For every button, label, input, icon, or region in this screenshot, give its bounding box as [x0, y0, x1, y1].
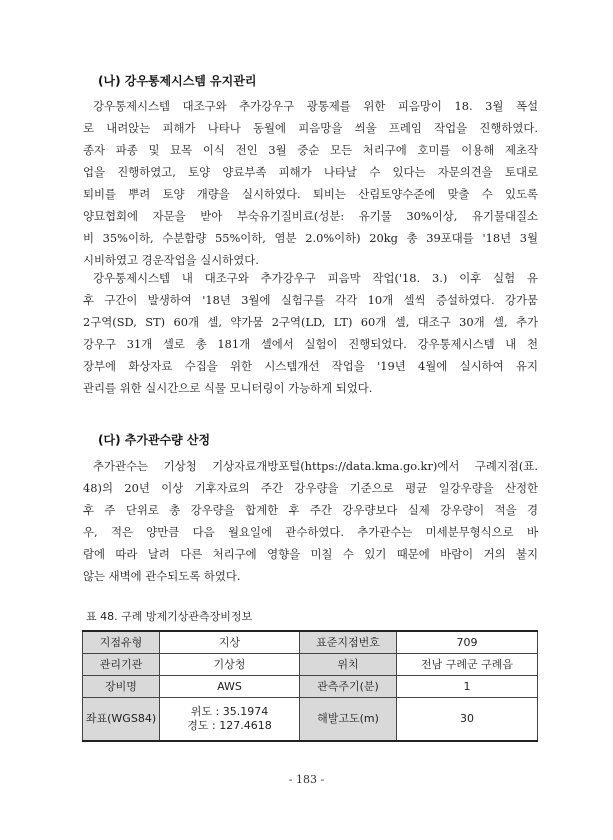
text-line: 양묘협회에 자문을 받아 부숙유기질비료(성분: 유기물 30%이상, 유기물대질소 — [83, 209, 538, 223]
text-line: 비 35%이하, 수분함량 55%이하, 염분 2.0%이하) 20kg 총 39포대를 '18년 3월 — [83, 231, 538, 245]
text-line: 강우구 31개 셀로 총 181개 셀에서 실험이 진행되었다. 강우통제시스템 내 천 — [83, 337, 538, 351]
cell-value: 지상 — [160, 631, 300, 654]
weather-station-table — [82, 630, 538, 742]
cell-value: 709 — [397, 631, 538, 654]
text-line: 종자 파종 및 묘목 이식 전인 3월 중순 모든 처리구에 호미를 이용해 제초작 — [83, 143, 538, 157]
text-line: 업을 진행하였고, 토양 양료부족 피해가 나타날 수 있다는 자문의견을 토대로 — [83, 165, 538, 179]
text-line: 추가관수는 기상청 기상자료개방포털(https://data.kma.go.kr)에서 구례지점(표. — [93, 459, 538, 473]
paragraph-irrigation — [83, 455, 538, 587]
cell-label: 표준지점번호 — [300, 631, 397, 654]
text-line: 2구역(SD, ST) 60개 셀, 약가뭄 2구역(LD, LT) 60개 셀, 대조구 30개 셀, 추가 — [83, 315, 538, 329]
cell-label: 관측주기(분) — [300, 676, 397, 698]
cell-label: 해발고도(m) — [300, 698, 397, 742]
cell-value: 1 — [397, 676, 538, 698]
text-line: 48)의 20년 이상 기후자료의 주간 강우량을 기준으로 평균 일강우량을 산정한 — [83, 481, 538, 495]
text-line: 관리를 위한 실시간으로 식물 모니터링이 가능하게 되었다. — [83, 381, 373, 395]
text-line: 후 구간이 발생하여 '18년 3월에 실험구를 각각 10개 셀씩 증설하였다. 강가뭄 — [83, 293, 538, 307]
text-line: 강우통제시스템 대조구와 추가강우구 광통제를 위한 피음망이 18. 3월 폭설 — [93, 99, 538, 113]
cell-value: AWS — [160, 676, 300, 698]
paragraph-plot-expansion — [83, 267, 538, 399]
table-row — [83, 676, 538, 698]
table-row — [83, 631, 538, 654]
table-row — [83, 654, 538, 676]
cell-label: 위치 — [300, 654, 397, 676]
latitude-value: 위도 : 35.1974 — [190, 705, 269, 718]
cell-value: 전남 구례군 구례읍 — [397, 654, 538, 676]
cell-coordinates — [160, 698, 300, 742]
text-line: 우, 적은 양만큼 다음 월요일에 관수하였다. 추가관수는 미세분무형식으로 바 — [83, 525, 538, 539]
text-line: 퇴비를 뿌려 토양 개량을 실시하였다. 퇴비는 산림토양수준에 맞출 수 있도록 — [83, 187, 538, 201]
page-number: - 183 - — [288, 773, 325, 786]
text-line: 로 내려앉는 피해가 나타나 동월에 피음망을 씌울 프레임 작업을 진행하였다. — [83, 121, 538, 135]
text-line: 않는 새벽에 관수되도록 하였다. — [83, 569, 241, 583]
text-line: 장부에 화상자료 수집을 위한 시스템개선 작업을 '19년 4월에 실시하여 유지 — [83, 359, 538, 373]
cell-label: 장비명 — [83, 676, 160, 698]
cell-value: 기상청 — [160, 654, 300, 676]
longitude-value: 경도 : 127.4618 — [187, 719, 272, 732]
table-row-coordinates — [83, 698, 538, 742]
table-caption: 표 48. 구례 방제기상관측장비정보 — [86, 610, 253, 623]
section-heading-na: (나) 강우통제시스템 유지관리 — [98, 74, 257, 88]
cell-label: 좌표(WGS84) — [83, 698, 160, 742]
text-line: 강우통제시스템 내 대조구와 추가강우구 피음막 작업('18. 3.) 이후 실험 유 — [93, 271, 538, 285]
paragraph-system-maintenance — [83, 95, 538, 271]
text-line: 시비하였고 경운작업을 실시하였다. — [83, 253, 259, 267]
cell-label: 지점유형 — [83, 631, 160, 654]
cell-value: 30 — [397, 698, 538, 742]
text-line: 람에 따라 날려 다른 처리구에 영향을 미칠 수 있기 때문에 바람이 거의 불지 — [83, 547, 538, 561]
text-line: 후 주 단위로 총 강우량을 합계한 후 주간 강우량보다 실제 강우량이 적을 경 — [83, 503, 538, 517]
cell-label: 관리기관 — [83, 654, 160, 676]
section-heading-da: (다) 추가관수량 산정 — [98, 433, 211, 447]
